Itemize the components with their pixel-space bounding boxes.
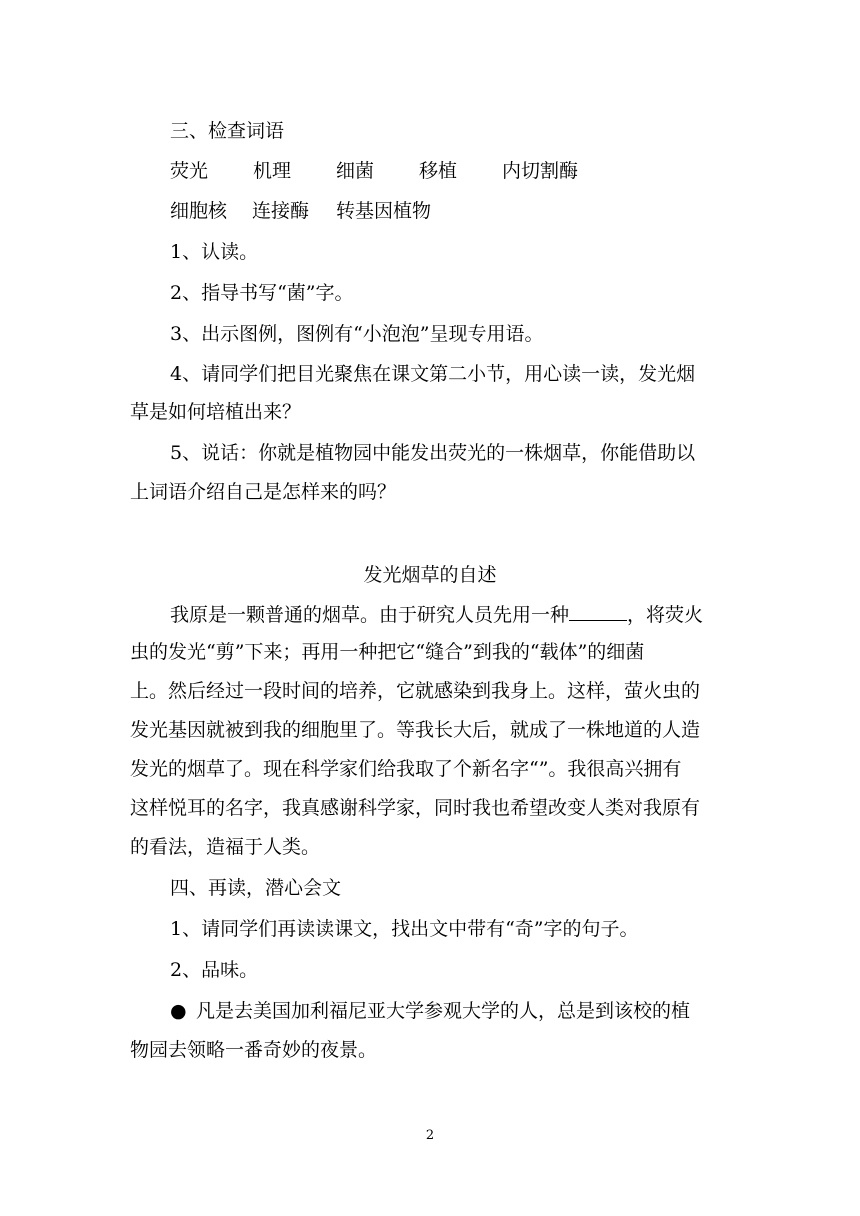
section-heading-check-words: 三、检查词语 [170, 120, 285, 142]
list-item: 3、出示图例，图例有“小泡泡”呈现专用语。 [170, 323, 544, 345]
word-item: 机理 [253, 160, 292, 182]
section-heading-reread: 四、再读，潜心会文 [170, 877, 342, 899]
bullet-sentence [170, 999, 780, 1023]
bullet-continuation: 物园去领略一番奇妙的夜景。 [130, 1039, 378, 1061]
story-title: 发光烟草的自述 [363, 564, 497, 586]
word-item: 转基因植物 [336, 200, 432, 222]
bullet-text: 凡是去美国加利福尼亚大学参观大学的人，总是到该校的植 [196, 1000, 691, 1022]
list-item: 1、认读。 [170, 241, 259, 263]
list-item: 4、请同学们把目光聚焦在课文第二小节，用心读一读，发光烟 [170, 363, 696, 385]
story-text: ，将荧火 [627, 604, 704, 626]
story-text: 我原是一颗普通的烟草。由于研究人员先用一种 [170, 604, 570, 626]
bullet-icon: ● [170, 1000, 187, 1022]
story-paragraph-line: 虫的发光“剪”下来；再用一种把它“缝合”到我的“载体”的细菌 [130, 641, 645, 663]
word-item: 内切割酶 [502, 160, 579, 182]
list-item: 2、品味。 [170, 959, 259, 981]
story-paragraph-line: 的看法，造福于人类。 [130, 836, 321, 858]
word-item: 连接酶 [252, 200, 310, 222]
word-item: 细胞核 [170, 200, 228, 222]
word-item: 细菌 [336, 160, 375, 182]
word-list-row-1 [170, 159, 780, 183]
fill-in-blank [569, 602, 627, 621]
story-paragraph-line: 发光的烟草了。现在科学家们给我取了个新名字“”。我很高兴拥有 [130, 758, 682, 780]
word-list-row-2 [170, 199, 780, 223]
story-paragraph-line: 这样悦耳的名字，我真感谢科学家，同时我也希望改变人类对我原有 [130, 797, 701, 819]
story-paragraph-line: 上。然后经过一段时间的培养，它就感染到我身上。这样，萤火虫的 [130, 680, 701, 702]
story-paragraph-line [170, 602, 780, 627]
story-paragraph-line: 发光基因就被到我的细胞里了。等我长大后，就成了一株地道的人造 [130, 719, 701, 741]
list-item-continuation: 上词语介绍自己是怎样来的吗？ [130, 481, 397, 503]
word-item: 荧光 [170, 160, 209, 182]
list-item: 1、请同学们再读读课文，找出文中带有“奇”字的句子。 [170, 918, 639, 940]
word-item: 移植 [419, 160, 458, 182]
list-item-continuation: 草是如何培植出来？ [130, 401, 302, 423]
list-item: 2、指导书写“菌”字。 [170, 282, 354, 304]
page-number: 2 [425, 1128, 435, 1143]
list-item: 5、说话：你就是植物园中能发出荧光的一株烟草，你能借助以 [170, 442, 696, 464]
